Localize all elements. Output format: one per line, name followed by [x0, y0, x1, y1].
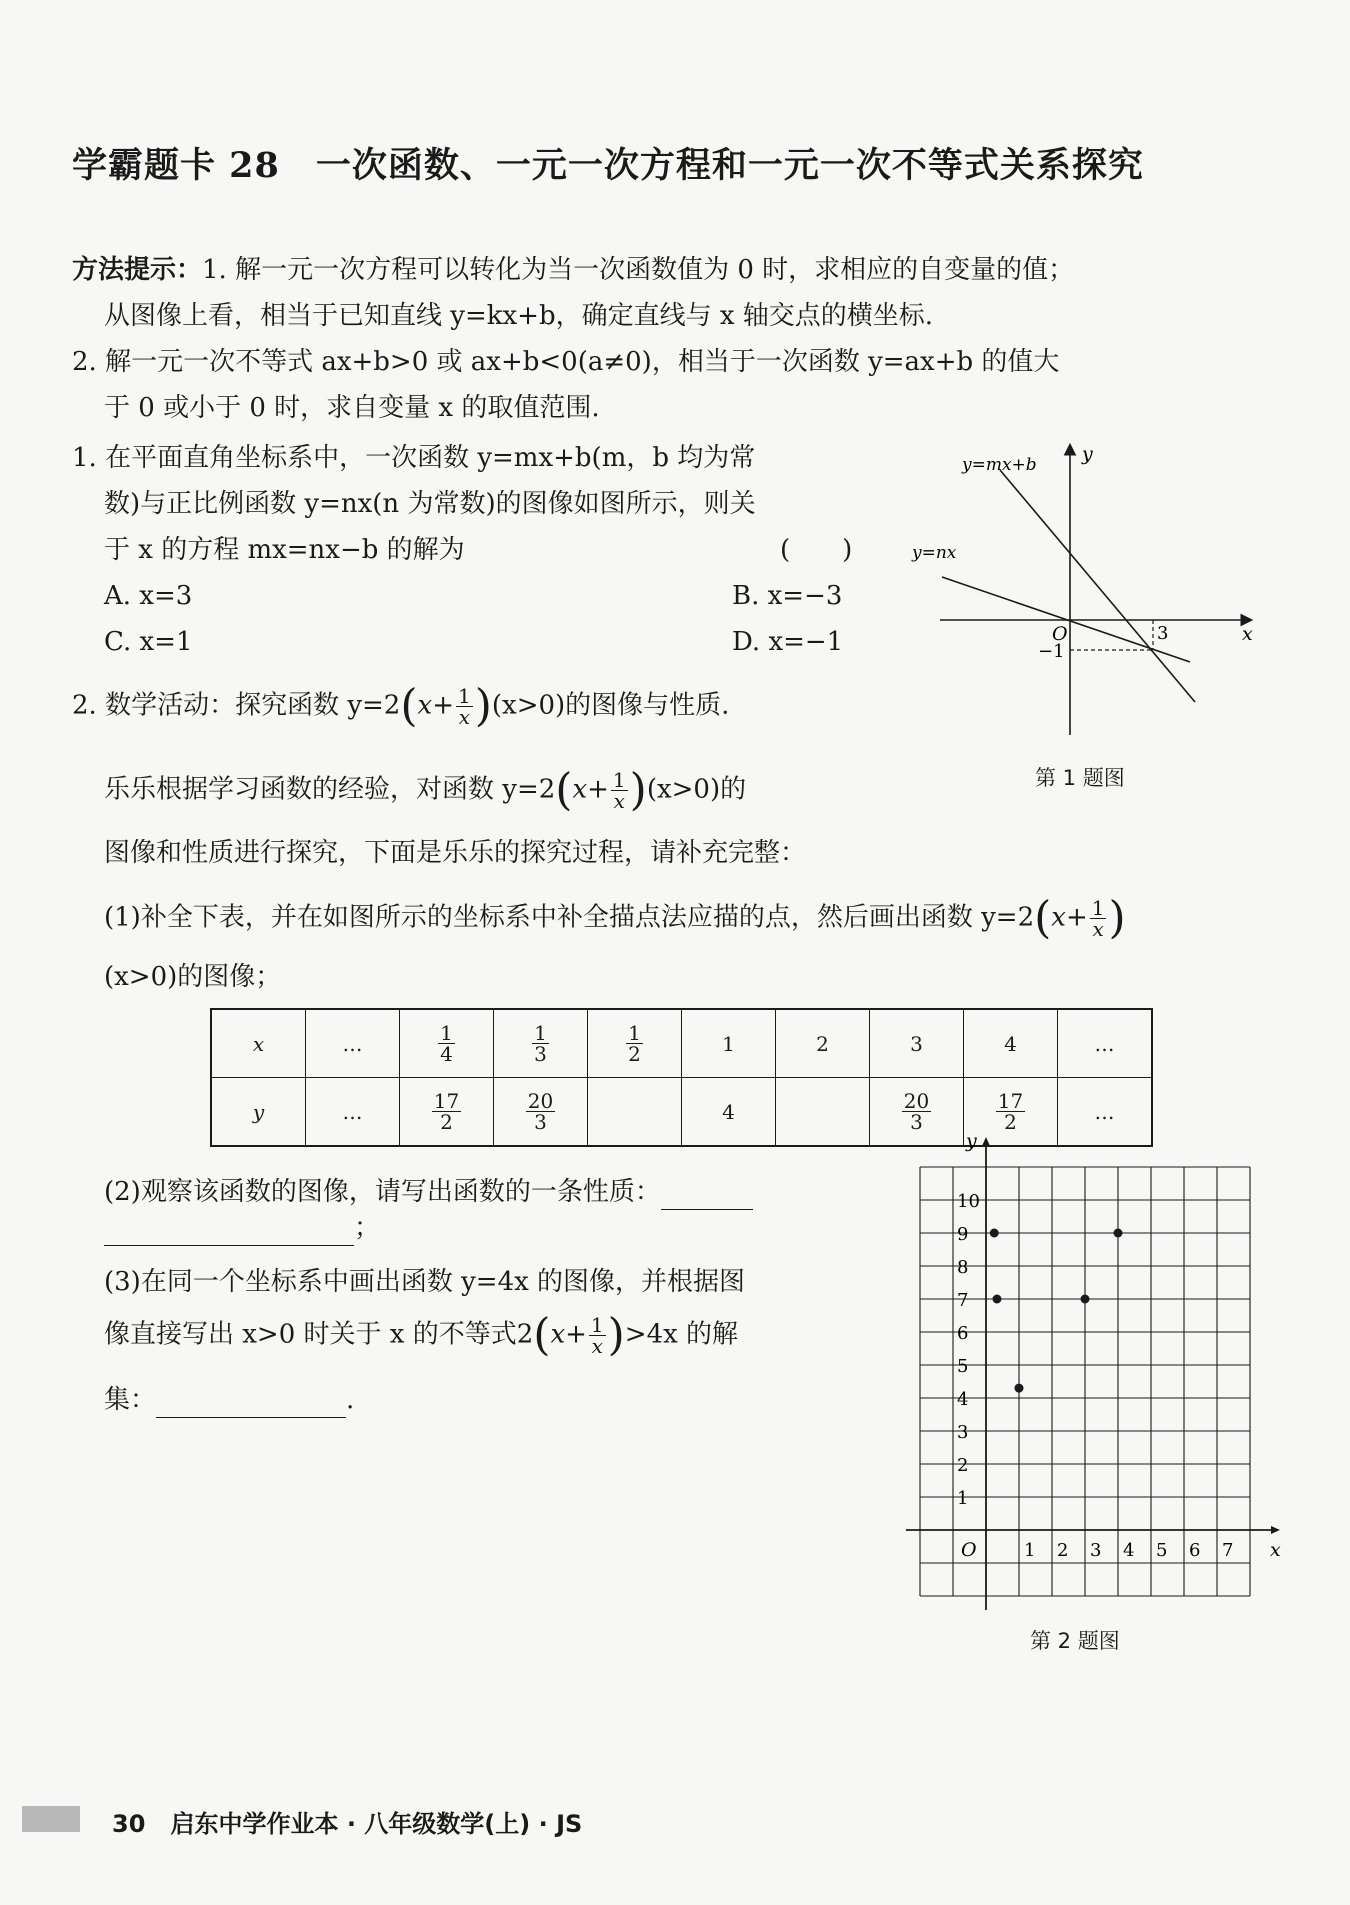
inner-expr: x+ — [572, 774, 609, 805]
q2-part-3-line-2 — [104, 1309, 739, 1361]
q2-part-3: (3)在同一个坐标系中画出函数 y=4x 的图像，并根据图 — [104, 1267, 746, 1297]
paren-left: ( — [1034, 892, 1052, 944]
q1-line-1: 1. 在平面直角坐标系中，一次函数 y=mx+b(m，b 均为常 — [72, 443, 756, 473]
cell-fraction: $\frac{1}{2}$ — [628, 1021, 641, 1066]
q2-line2-text-b: (x>0)的 — [646, 774, 747, 805]
q2-part2-text: (2)观察该函数的图像，请写出函数的一条性质： — [104, 1177, 661, 1207]
y-tick-label: 9 — [957, 1224, 969, 1245]
plot-point — [990, 1229, 999, 1238]
cell-text: … — [342, 1099, 363, 1124]
q1-line-2: 数)与正比例函数 y=nx(n 为常数)的图像如图所示，则关 — [104, 489, 756, 519]
inner-expr: x+ — [550, 1319, 587, 1350]
table-cell — [870, 1078, 964, 1147]
q1-option-d[interactable]: D. x=−1 — [732, 627, 844, 657]
answer-blank-2b[interactable] — [104, 1211, 354, 1246]
inner-expr: x+ — [1051, 902, 1088, 933]
table-cell — [306, 1078, 400, 1147]
q1-answer-paren: ( ) — [780, 535, 853, 565]
cell-text: … — [1094, 1031, 1115, 1056]
table-cell — [494, 1009, 588, 1078]
table-cell[interactable] — [776, 1078, 870, 1147]
q2-part-3-line-3 — [104, 1383, 354, 1418]
table-cell — [682, 1009, 776, 1078]
y-tick-label: 1 — [957, 1488, 969, 1509]
fig1-origin: O — [1052, 623, 1068, 645]
table-cell — [682, 1078, 776, 1147]
fig1-tick-neg1: −1 — [1038, 641, 1065, 662]
y-tick-label: 8 — [957, 1257, 969, 1278]
paren-right: ) — [629, 764, 647, 816]
q1-option-c[interactable]: C. x=1 — [104, 627, 193, 657]
fig1-axis-y-label: y — [1082, 443, 1093, 465]
table-cell — [306, 1009, 400, 1078]
x-tick-label: 4 — [1123, 1540, 1135, 1561]
paren-right: ) — [607, 1309, 625, 1361]
table-cell[interactable] — [588, 1078, 682, 1147]
method-line-4: 于 0 或小于 0 时，求自变量 x 的取值范围. — [104, 393, 600, 423]
x-tick-label: 2 — [1057, 1540, 1069, 1561]
cell-text: 1 — [722, 1031, 735, 1056]
table-cell — [400, 1078, 494, 1147]
table-cell — [964, 1009, 1058, 1078]
book-title: 启东中学作业本 · 八年级数学(上) · JS — [170, 1810, 583, 1838]
x-tick-label: 6 — [1189, 1540, 1201, 1561]
table-cell — [1058, 1009, 1153, 1078]
fraction-1-over-x: $\frac{1}{x}$ — [457, 684, 471, 729]
table-cell — [1058, 1078, 1153, 1147]
cell-fraction: $\frac{1}{3}$ — [534, 1021, 547, 1066]
paren-left: ( — [555, 764, 573, 816]
q2-part-2-cont — [104, 1211, 380, 1246]
table-cell — [588, 1009, 682, 1078]
paren-right: ) — [1108, 892, 1126, 944]
figure-1-caption: 第 1 题图 — [1035, 766, 1125, 790]
q2-line-2 — [104, 764, 747, 816]
solution-set-label: 集： — [104, 1385, 157, 1415]
q2-intro-text-a: 2. 数学活动：探究函数 y=2 — [72, 690, 401, 721]
fraction-1-over-x: $\frac{1}{x}$ — [1091, 896, 1105, 941]
q1-line-3: 于 x 的方程 mx=nx−b 的解为 — [104, 535, 465, 565]
q1-option-b[interactable]: B. x=−3 — [732, 581, 843, 611]
y-tick-label: 5 — [957, 1356, 969, 1377]
table-row-y — [211, 1078, 1152, 1147]
paren-left: ( — [533, 1309, 551, 1361]
cell-text: … — [1094, 1099, 1115, 1124]
fig2-origin: O — [961, 1539, 977, 1561]
period: . — [346, 1385, 355, 1415]
plot-point — [1081, 1295, 1090, 1304]
fig1-tick-3: 3 — [1157, 623, 1169, 644]
q2-line-3: 图像和性质进行探究，下面是乐乐的探究过程，请补充完整： — [104, 838, 807, 868]
table-cell — [400, 1009, 494, 1078]
paren-left: ( — [400, 680, 418, 732]
q2-part-1-end: (x>0)的图像； — [104, 962, 282, 992]
q2-line2-text-a: 乐乐根据学习函数的经验，对函数 y=2 — [104, 774, 556, 805]
cell-fraction: $\frac{20}{3}$ — [903, 1089, 930, 1134]
method-label: 方法提示： — [72, 255, 203, 285]
q2-intro-text-b: (x>0)的图像与性质. — [491, 690, 730, 721]
q2-part-1 — [104, 892, 1126, 944]
plot-point — [992, 1295, 1001, 1304]
cell-fraction: $\frac{20}{3}$ — [527, 1089, 554, 1134]
x-tick-label: 7 — [1222, 1540, 1234, 1561]
cell-text: 3 — [910, 1031, 923, 1056]
q2-part-2 — [104, 1175, 753, 1210]
x-tick-label: 3 — [1090, 1540, 1102, 1561]
cell-text: x — [252, 1031, 265, 1056]
figure-1-graph — [900, 440, 1260, 760]
y-tick-label: 3 — [957, 1422, 969, 1443]
fig1-line-mx-b — [1000, 470, 1195, 702]
table-cell — [870, 1009, 964, 1078]
fig2-x-arrow — [1271, 1526, 1280, 1534]
cell-fraction: $\frac{17}{2}$ — [433, 1089, 460, 1134]
q2-part2-end: ； — [354, 1213, 381, 1243]
cell-text: y — [252, 1099, 265, 1124]
q2-part1-text: (1)补全下表，并在如图所示的坐标系中补全描点法应描的点，然后画出函数 y=2 — [104, 902, 1035, 933]
table-row-x — [211, 1009, 1152, 1078]
fig2-axis-y-label: y — [966, 1130, 977, 1152]
q1-option-a[interactable]: A. x=3 — [104, 581, 193, 611]
q2-part3-text-a: 像直接写出 x>0 时关于 x 的不等式2 — [104, 1319, 534, 1350]
q2-part3-text-b: >4x 的解 — [624, 1319, 739, 1350]
figure-2-caption: 第 2 题图 — [1030, 1629, 1120, 1653]
fig1-label-nx: y=nx — [912, 543, 957, 563]
method-line-1 — [72, 253, 1074, 287]
table-cell — [964, 1078, 1058, 1147]
value-table — [210, 1008, 1153, 1147]
method-line-3: 2. 解一元一次不等式 ax+b>0 或 ax+b<0(a≠0)，相当于一次函数 y=ax+b 的值大 — [72, 347, 1060, 377]
table-cell — [211, 1009, 306, 1078]
table-cell — [211, 1078, 306, 1147]
y-tick-label: 6 — [957, 1323, 969, 1344]
method-text-1: 1. 解一元一次方程可以转化为当一次函数值为 0 时，求相应的自变量的值； — [202, 255, 1075, 285]
fig1-axis-x-label: x — [1242, 623, 1253, 645]
plot-point — [1114, 1229, 1123, 1238]
y-tick-label: 4 — [957, 1389, 969, 1410]
answer-blank-3[interactable] — [156, 1383, 346, 1418]
y-tick-label: 2 — [957, 1455, 969, 1476]
cell-text: 4 — [722, 1099, 735, 1124]
paren-right: ) — [474, 680, 492, 732]
x-tick-label: 1 — [1024, 1540, 1036, 1561]
fig2-axis-x-label: x — [1270, 1539, 1281, 1561]
answer-blank-2a[interactable] — [661, 1175, 753, 1210]
fraction-1-over-x: $\frac{1}{x}$ — [612, 768, 626, 813]
inner-expr: x+ — [417, 690, 454, 721]
cell-fraction: $\frac{1}{4}$ — [440, 1021, 453, 1066]
table-cell — [776, 1009, 870, 1078]
page-title: 学霸题卡 28 一次函数、一元一次方程和一元一次不等式关系探究 — [72, 145, 1144, 186]
plot-point — [1015, 1384, 1024, 1393]
cell-text: 2 — [816, 1031, 829, 1056]
fraction-1-over-x: $\frac{1}{x}$ — [590, 1313, 604, 1358]
y-tick-label: 7 — [957, 1290, 969, 1311]
q2-intro — [72, 680, 730, 732]
cell-text: 4 — [1004, 1031, 1017, 1056]
cell-text: … — [342, 1031, 363, 1056]
table-cell — [494, 1078, 588, 1147]
y-tick-label: 10 — [957, 1191, 980, 1212]
method-line-2: 从图像上看，相当于已知直线 y=kx+b，确定直线与 x 轴交点的横坐标. — [104, 301, 934, 331]
figure-2-grid — [890, 1130, 1281, 1620]
x-tick-label: 5 — [1156, 1540, 1168, 1561]
fig1-label-mx-b: y=mx+b — [962, 455, 1037, 475]
page-number: 30 — [112, 1810, 146, 1838]
footer-bar — [22, 1806, 80, 1832]
cell-fraction: $\frac{17}{2}$ — [997, 1089, 1024, 1134]
footer-text — [112, 1804, 582, 1839]
